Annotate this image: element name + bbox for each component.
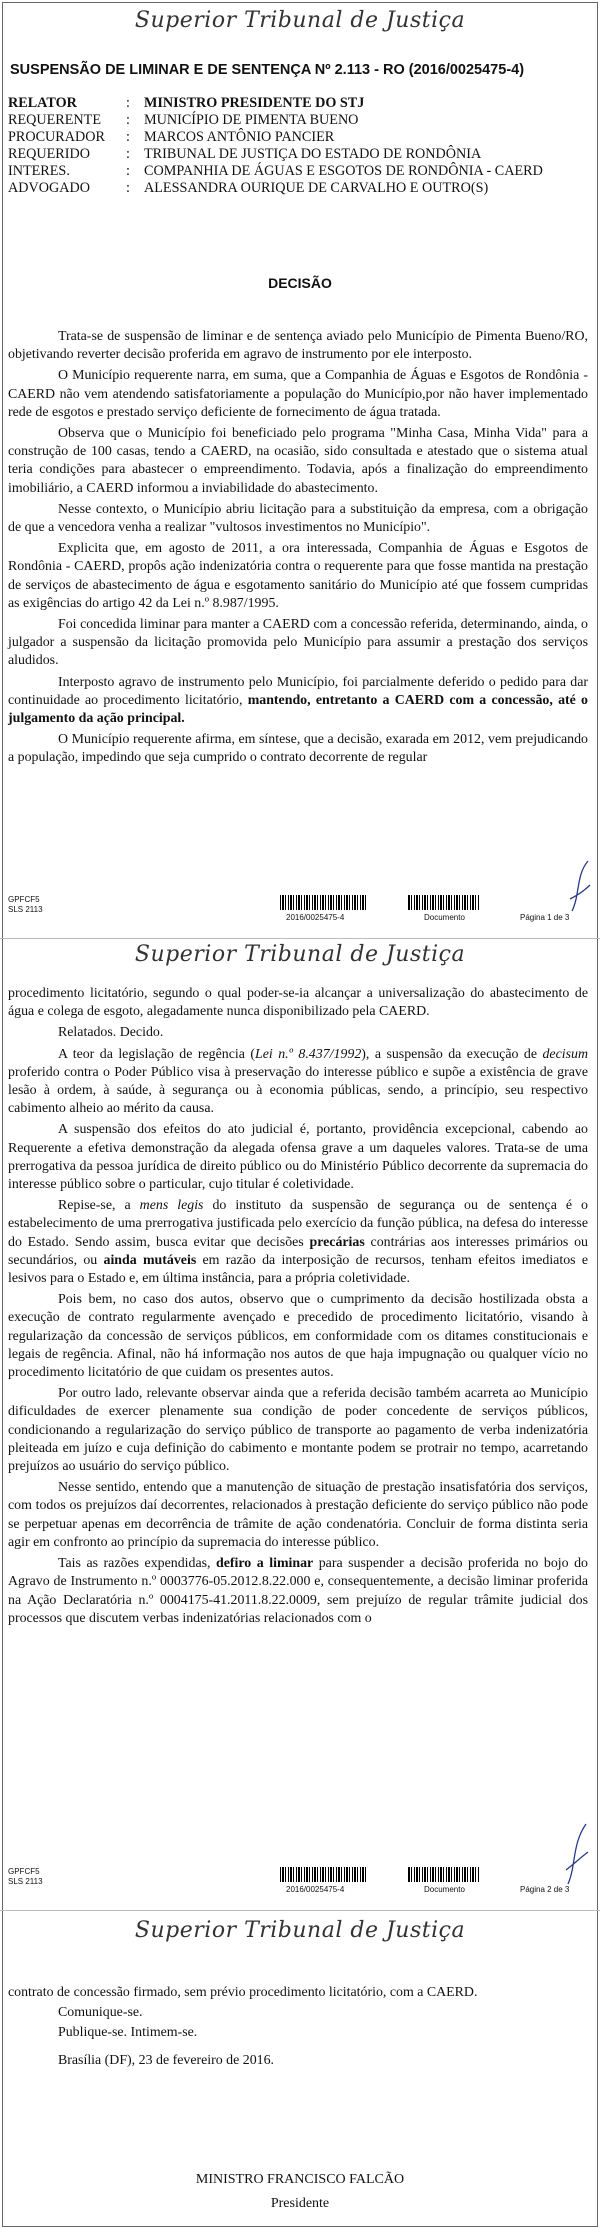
italic-run: decisum <box>542 1046 588 1062</box>
party-colon: : <box>126 112 130 128</box>
text-run: proferido contra o Poder Público visa à preservação do interesse público e supõe a existência de grave lesão à ordem, à saúde, à segurança ou à economia públicas, sendo, a princípio, seu respectivo cabimento alheio ao mérito da causa. <box>8 1064 588 1117</box>
closing-line: Comunique-se. <box>58 2005 143 2020</box>
barcode-icon <box>280 895 368 910</box>
text-run: A teor da legislação de regência ( <box>58 1046 255 1062</box>
footer-codes <box>8 1867 43 1887</box>
page-footer <box>8 1867 592 1907</box>
italic-run: mens legis <box>139 1198 204 1214</box>
footer-code: SLS 2113 <box>8 905 43 914</box>
barcode-icon <box>280 1867 368 1882</box>
paragraph: A suspensão dos efeitos do ato judicial é, portanto, providência excepcional, cabendo ao Requerente a efetiva demonstração da alegada ofensa grave a um daqueles valores. Trata-se de uma prerrogativa da pessoa jurídica de direito público ou do Ministério Público decorrente da supremacia do interesse público sobre o particular, cujo titular é coletividade. <box>8 1122 588 1193</box>
party-value: ALESSANDRA OURIQUE DE CARVALHO E OUTRO(S) <box>144 180 489 196</box>
paragraph: Explicita que, em agosto de 2011, a ora interessada, Companhia de Águas e Esgotos de Rondônia - CAERD, propôs ação indenizatória contra o requerente para que fosse mantida na prestação de serviços de abastecimento de água e esgotamento sanitário do Município até que fossem cumpridas as exigências do artigo 42 da Lei n.º 8.987/1995. <box>8 541 588 611</box>
paragraph <box>8 1046 588 1119</box>
page-separator <box>0 1910 600 1911</box>
paragraph: Nesse sentido, entendo que a manutenção de situação de prestação insatisfatória dos serviços, com todos os prejuízos daí decorrentes, relacionados à prestação deficiente do serviço público não pode se perpetuar apenas em decorrência de trâmite de ação condenatória. Concluir de forma distinta seria agir em confronto ao princípio da supremacia do interesse público. <box>8 1480 588 1550</box>
date-line: Brasília (DF), 23 de fevereiro de 2016. <box>58 2053 275 2068</box>
text-run: em razão da interposição de recursos, tenham efeitos imediatos e lesivos para o Estado e, em última instância, para a própria coletividade. <box>8 1252 589 1287</box>
text-run: ), a suspensão da execução de <box>361 1046 543 1062</box>
party-colon: : <box>126 129 130 145</box>
footer-code: GPFCF5 <box>8 895 40 904</box>
footer-code: GPFCF5 <box>8 1867 40 1876</box>
court-header: Superior Tribunal de Justiça <box>134 8 466 33</box>
paragraph: procedimento licitatório, segundo o qual poder-se-ia alcançar a universalização do abastecimento de água e colega de esgoto, alegadamente nunca disponibilizado pela CAERD. <box>8 986 588 1020</box>
party-key: REQUERENTE <box>8 112 101 128</box>
page-footer <box>8 895 592 935</box>
decision-heading: DECISÃO <box>268 275 332 291</box>
bold-run: ainda mutáveis <box>103 1252 197 1268</box>
court-header: Superior Tribunal de Justiça <box>134 1918 466 1943</box>
party-key: ADVOGADO <box>8 180 90 196</box>
party-colon: : <box>126 163 130 179</box>
document-label: Documento <box>424 913 465 922</box>
text-run: contrárias aos interesses primários ou secundários, ou <box>8 1234 588 1268</box>
paragraph: O Município requerente afirma, em síntese, que a decisão, exarada em 2012, vem prejudicando a população, impedindo que seja cumprido o contrato decorrente de regular <box>8 732 588 766</box>
page3-body <box>8 1983 588 2071</box>
page1-body <box>8 328 588 771</box>
barcode-icon <box>408 1867 480 1882</box>
paragraph: O Município requerente narra, em suma, que a Companhia de Águas e Esgotos de Rondônia - CAERD não vem atendendo satisfatoriamente a população do Município,por não haver implementado rede de esgotos e prestado serviço deficiente de fornecimento de água tratada. <box>8 368 588 420</box>
text-run: Repise-se, a <box>58 1198 140 1214</box>
signature-name: MINISTRO FRANCISCO FALCÃO <box>195 2172 405 2187</box>
paragraph: Foi concedida liminar para manter a CAERD com a concessão referida, determinando, ainda, o julgador a suspensão da licitação promovida pelo Município para assumir a prestação dos serviços aludidos. <box>8 617 588 669</box>
party-value: TRIBUNAL DE JUSTIÇA DO ESTADO DE RONDÔNIA <box>144 146 482 162</box>
party-colon: : <box>126 180 130 196</box>
parties-table <box>8 95 592 197</box>
party-value: MUNICÍPIO DE PIMENTA BUENO <box>144 112 359 128</box>
page2-body <box>8 985 588 1631</box>
party-value: COMPANHIA DE ÁGUAS E ESGOTOS DE RONDÔNIA - CAERD <box>144 163 543 179</box>
page-number: Página 2 de 3 <box>520 1885 570 1894</box>
text-run: para suspender a decisão proferida no bojo do Agravo de Instrumento n.º 0003776-05.2012.8.22.000 e, consequentemente, a decisão liminar proferida na Ação Declaratória n.º 0004175-41.2011.8.22.0009, sem prejuízo de regular trâmite judicial dos processos que discutem verbas indenizatórias relacionados com o <box>8 1556 588 1626</box>
italic-run: Lei n.º 8.437/1992 <box>255 1046 362 1062</box>
initials-mark-icon <box>566 855 592 915</box>
initials-mark-icon <box>560 1818 590 1888</box>
bold-run: precárias <box>309 1234 365 1250</box>
paragraph: Por outro lado, relevante observar ainda que a referida decisão também acarreta ao Município dificuldades de exercer plenamente sua condição de poder concedente de serviços públicos, condicionando a regularização do serviço público de transporte ao pagamento de verba indenizatória pleiteada em juízo e cuja definição do cabimento e montante podem se protrair no tempo, acarretando prejuízos ao usuário do serviço público. <box>8 1386 588 1475</box>
footer-codes <box>8 895 43 915</box>
bold-run: mantendo, entretanto a CAERD com a concessão, até o julgamento da ação principal. <box>8 692 588 727</box>
party-key: RELATOR <box>8 95 77 111</box>
paragraph: Pois bem, no caso dos autos, observo que o cumprimento da decisão hostilizada obsta a execução de contrato regularmente avençado e precedido de procedimento licitatório, visando à regularização da concessão de serviços públicos, em conformidade com os ditames constitucionais e legais de regência. Afinal, não há informação nos autos de que haja impugnação ou qualquer vício no procedimento licitatório de que cuidam os presentes autos. <box>8 1292 588 1381</box>
paragraph: Nesse contexto, o Município abriu licitação para a substituição da empresa, com a obrigação de que a vencedora venha a realizar "vultosos investimentos no Município". <box>8 501 588 536</box>
paragraph <box>8 1555 588 1628</box>
party-value: MINISTRO PRESIDENTE DO STJ <box>144 95 365 111</box>
signature-role: Presidente <box>270 2196 330 2211</box>
case-title: SUSPENSÃO DE LIMINAR E DE SENTENÇA Nº 2.113 - RO (2016/0025475-4) <box>10 62 525 78</box>
party-row <box>8 180 592 197</box>
closing-line: Publique-se. Intimem-se. <box>58 2025 198 2040</box>
party-colon: : <box>126 146 130 162</box>
document-label: Documento <box>424 1885 465 1894</box>
paragraph <box>8 1197 588 1288</box>
party-row <box>8 95 592 112</box>
paragraph: Relatados. Decido. <box>58 1025 164 1041</box>
barcode-text: 2016/0025475-4 <box>286 1885 345 1894</box>
party-key: REQUERIDO <box>8 146 90 162</box>
footer-code: SLS 2113 <box>8 1877 43 1886</box>
party-row <box>8 112 592 129</box>
party-row <box>8 129 592 146</box>
page-separator <box>0 938 600 939</box>
text-run: do instituto da suspensão de segurança ou de sentença é o estabelecimento de uma prerrogativa justificada pelo exercício da função pública, na defesa do interesse do Estado. Sendo assim, busca evitar que decisões <box>8 1198 588 1250</box>
paragraph: contrato de concessão firmado, sem prévio procedimento licitatório, com a CAERD. <box>8 1985 478 2000</box>
party-value: MARCOS ANTÔNIO PANCIER <box>144 129 335 145</box>
court-header: Superior Tribunal de Justiça <box>134 942 466 967</box>
barcode-text: 2016/0025475-4 <box>286 913 345 922</box>
party-colon: : <box>126 95 130 111</box>
paragraph: Trata-se de suspensão de liminar e de sentença aviado pelo Município de Pimenta Bueno/RO, objetivando reverter decisão proferida em agravo de instrumento por ele interposto. <box>8 329 588 363</box>
text-run: Interposto agravo de instrumento pelo Município, foi parcialmente deferido o pedido para dar continuidade ao procedimento licitatório, <box>8 674 588 708</box>
bold-run: defiro a liminar <box>216 1556 314 1572</box>
party-row <box>8 163 592 180</box>
party-row <box>8 146 592 163</box>
paragraph: Observa que o Município foi beneficiado pelo programa "Minha Casa, Minha Vida" para a construção de 100 casas, tendo a CAERD, na ocasião, sido consultada e atestado que o sistema atual teria condições para abastecer o empreendimento. Todavia, após a finalização do empreendimento imobiliário, a CAERD informou a inviabilidade do abastecimento. <box>8 426 588 496</box>
party-key: PROCURADOR <box>8 129 105 145</box>
barcode-icon <box>408 895 480 910</box>
text-run: Tais as razões expendidas, <box>58 1556 217 1572</box>
paragraph <box>8 674 588 729</box>
page-number: Página 1 de 3 <box>520 913 570 922</box>
party-key: INTERES. <box>8 163 70 179</box>
